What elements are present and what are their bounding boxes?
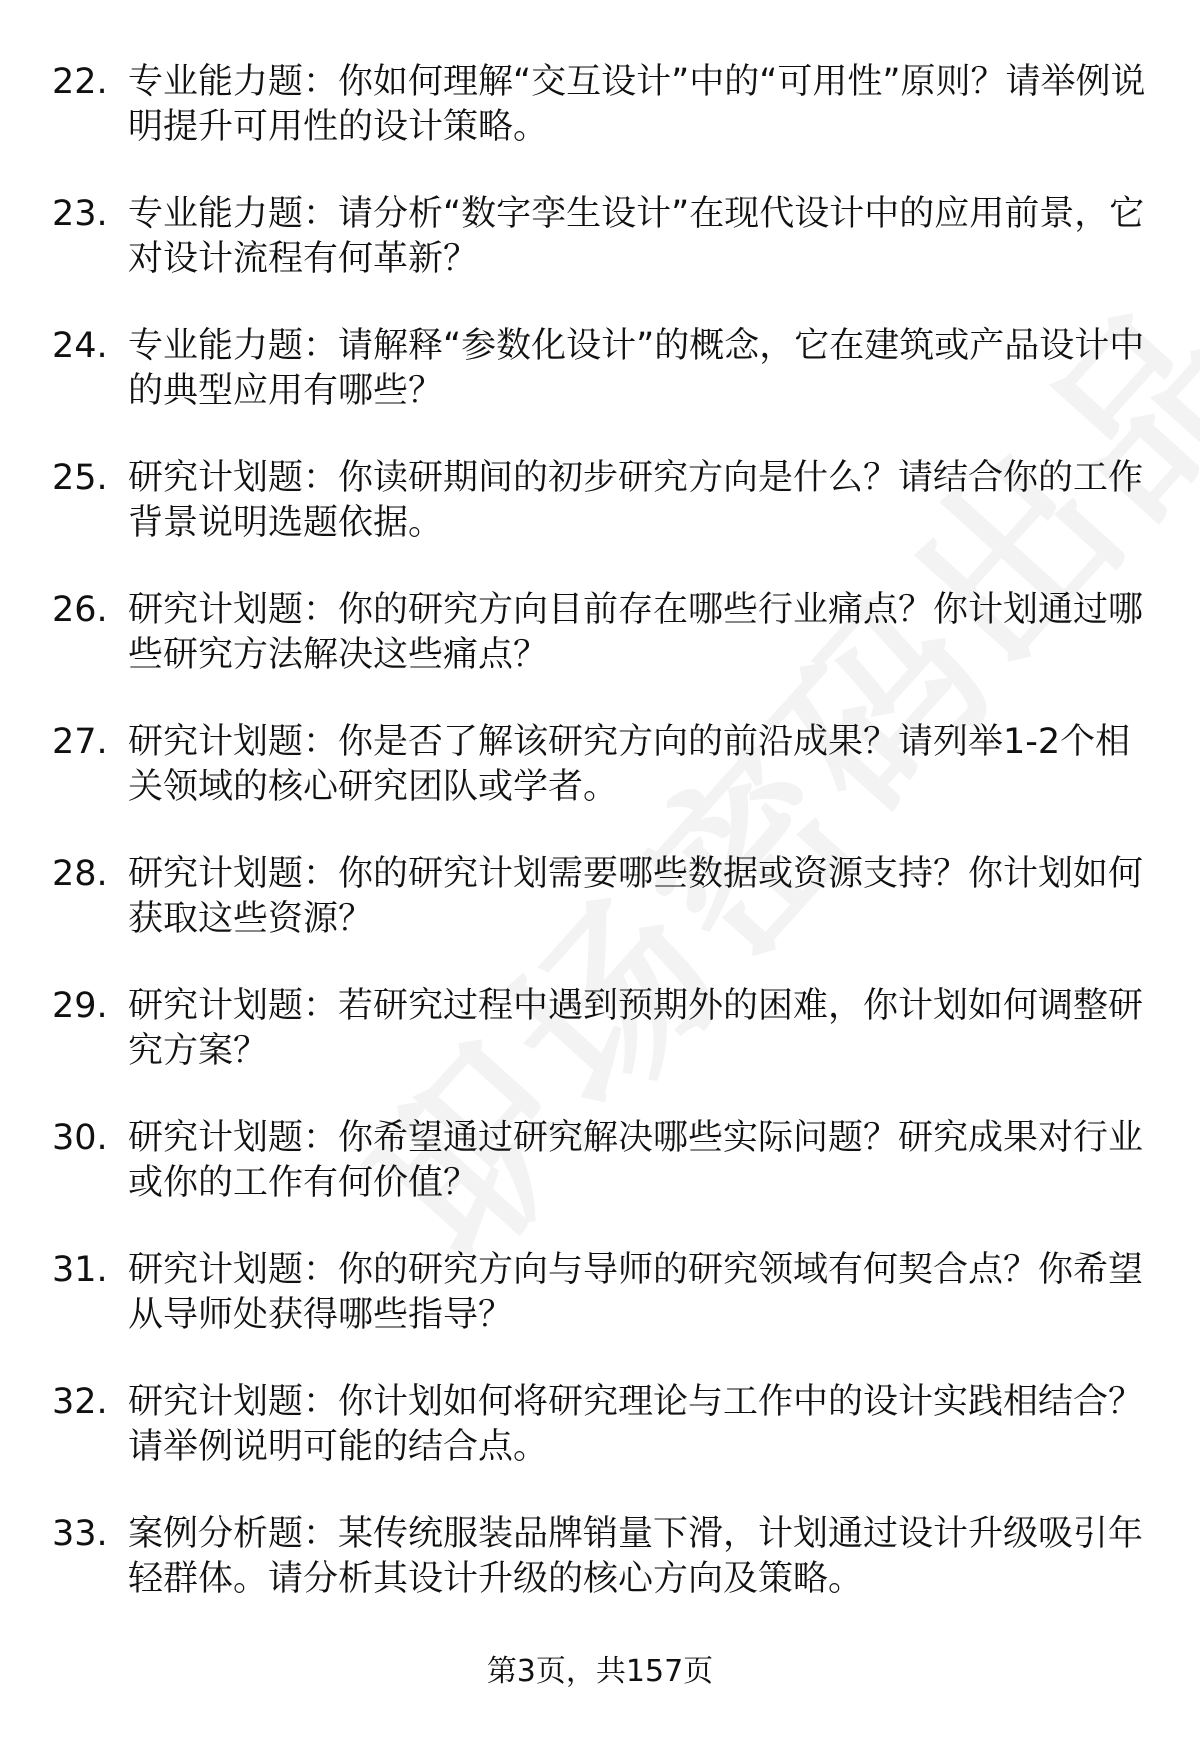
question-item xyxy=(52,1116,1152,1206)
question-item xyxy=(52,720,1152,810)
question-number: 26. xyxy=(52,590,108,630)
question-number: 27. xyxy=(52,722,108,762)
question-number: 31. xyxy=(52,1250,108,1290)
question-item xyxy=(52,588,1152,678)
question-number: 30. xyxy=(52,1118,108,1158)
question-text: 研究计划题：你的研究方向与导师的研究领域有何契合点？你希望从导师处获得哪些指导？ xyxy=(128,1250,1144,1335)
page-footer xyxy=(0,1652,1200,1692)
question-item xyxy=(52,1248,1152,1338)
question-text: 研究计划题：你的研究方向目前存在哪些行业痛点？你计划通过哪些研究方法解决这些痛点？ xyxy=(128,590,1144,675)
question-text: 研究计划题：你是否了解该研究方向的前沿成果？请列举1-2个相关领域的核心研究团队或学者。 xyxy=(128,722,1131,807)
question-number: 25. xyxy=(52,458,108,498)
page-number-label: 第3页，共157页 xyxy=(486,1654,714,1689)
question-text: 案例分析题：某传统服装品牌销量下滑，计划通过设计升级吸引年轻群体。请分析其设计升级的核心方向及策略。 xyxy=(128,1514,1144,1599)
question-list xyxy=(52,60,1152,1644)
question-number: 23. xyxy=(52,194,108,234)
question-text: 研究计划题：若研究过程中遇到预期外的困难，你计划如何调整研究方案？ xyxy=(128,986,1144,1071)
question-text: 专业能力题：请分析“数字孪生设计”在现代设计中的应用前景，它对设计流程有何革新？ xyxy=(128,194,1145,279)
question-item xyxy=(52,192,1152,282)
question-number: 33. xyxy=(52,1514,108,1554)
question-number: 28. xyxy=(52,854,108,894)
question-text: 研究计划题：你读研期间的初步研究方向是什么？请结合你的工作背景说明选题依据。 xyxy=(128,458,1144,543)
question-item xyxy=(52,1380,1152,1470)
question-item xyxy=(52,324,1152,414)
question-item xyxy=(52,984,1152,1074)
question-item xyxy=(52,852,1152,942)
question-item xyxy=(52,456,1152,546)
question-number: 32. xyxy=(52,1382,108,1422)
question-text: 专业能力题：你如何理解“交互设计”中的“可用性”原则？请举例说明提升可用性的设计策略。 xyxy=(128,62,1146,147)
question-item xyxy=(52,60,1152,150)
question-number: 22. xyxy=(52,62,108,102)
question-text: 研究计划题：你希望通过研究解决哪些实际问题？研究成果对行业或你的工作有何价值？ xyxy=(128,1118,1144,1203)
question-number: 24. xyxy=(52,326,108,366)
question-text: 研究计划题：你计划如何将研究理论与工作中的设计实践相结合？请举例说明可能的结合点。 xyxy=(128,1382,1144,1467)
question-text: 研究计划题：你的研究计划需要哪些数据或资源支持？你计划如何获取这些资源？ xyxy=(128,854,1144,939)
question-item xyxy=(52,1512,1152,1602)
question-text: 专业能力题：请解释“参数化设计”的概念，它在建筑或产品设计中的典型应用有哪些？ xyxy=(128,326,1145,411)
question-number: 29. xyxy=(52,986,108,1026)
